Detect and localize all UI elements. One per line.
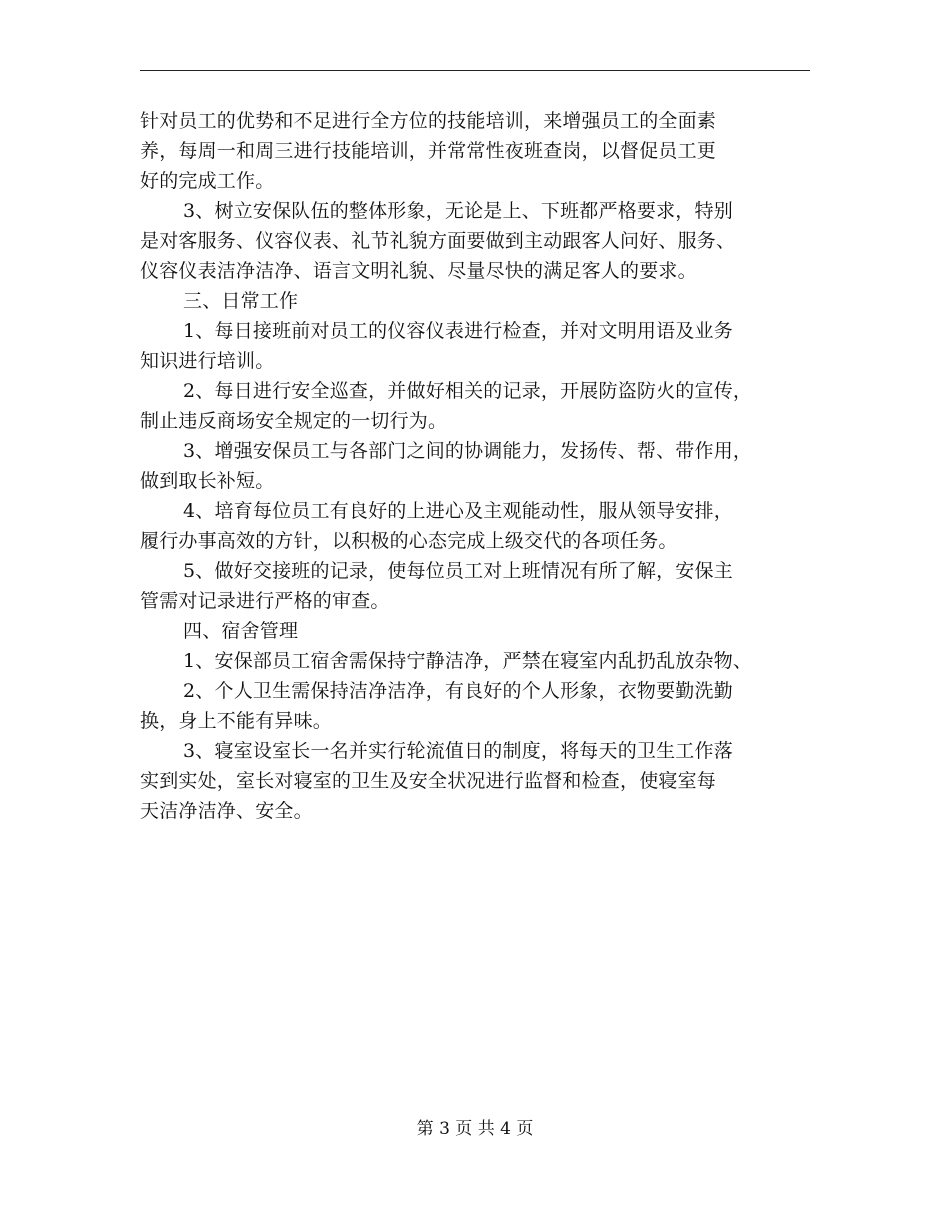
page-number-footer: 第 3 页 共 4 页 xyxy=(416,1119,534,1139)
paragraph-line: 换，身上不能有异味。 xyxy=(140,710,333,732)
section-heading: 三、日常工作 xyxy=(183,290,299,312)
paragraph-line: 1、每日接班前对员工的仪容仪表进行检查，并对文明用语及业务 xyxy=(183,320,733,342)
paragraph-line: 履行办事高效的方针，以积极的心态完成上级交代的各项任务。 xyxy=(140,530,678,552)
paragraph-line: 针对员工的优势和不足进行全方位的技能培训，来增强员工的全面素 xyxy=(140,110,717,132)
body-text xyxy=(140,106,820,826)
paragraph-line: 3、树立安保队伍的整体形象，无论是上、下班都严格要求，特别 xyxy=(183,200,733,222)
paragraph-line: 好的完成工作。 xyxy=(140,170,275,192)
section-heading: 四、宿舍管理 xyxy=(183,620,299,642)
paragraph-line: 管需对记录进行严格的审查。 xyxy=(140,590,390,612)
paragraph-line: 是对客服务、仪容仪表、礼节礼貌方面要做到主动跟客人问好、服务、 xyxy=(140,230,736,252)
paragraph-line: 1、安保部员工宿舍需保持宁静洁净，严禁在寝室内乱扔乱放杂物、 xyxy=(183,650,753,672)
paragraph-line: 天洁净洁净、安全。 xyxy=(140,800,313,822)
paragraph-line: 3、寝室设室长一名并实行轮流值日的制度，将每天的卫生工作落 xyxy=(183,740,733,762)
paragraph-line: 2、个人卫生需保持洁净洁净，有良好的个人形象，衣物要勤洗勤 xyxy=(183,680,733,702)
paragraph-line: 3、增强安保员工与各部门之间的协调能力，发扬传、帮、带作用， xyxy=(183,440,753,462)
paragraph-line: 4、培育每位员工有良好的上进心及主观能动性，服从领导安排， xyxy=(183,500,733,522)
paragraph-line: 制止违反商场安全规定的一切行为。 xyxy=(140,410,448,432)
paragraph-line: 仪容仪表洁净洁净、语言文明礼貌、尽量尽快的满足客人的要求。 xyxy=(140,260,697,282)
paragraph-line: 养，每周一和周三进行技能培训，并常常性夜班查岗，以督促员工更 xyxy=(140,140,717,162)
header-rule xyxy=(140,70,810,71)
paragraph-line: 5、做好交接班的记录，使每位员工对上班情况有所了解，安保主 xyxy=(183,560,733,582)
paragraph-line: 知识进行培训。 xyxy=(140,350,275,372)
paragraph-line: 2、每日进行安全巡查，并做好相关的记录，开展防盗防火的宣传， xyxy=(183,380,753,402)
paragraph-line: 做到取长补短。 xyxy=(140,470,275,492)
paragraph-line: 实到实处，室长对寝室的卫生及安全状况进行监督和检查，使寝室每 xyxy=(140,770,717,792)
